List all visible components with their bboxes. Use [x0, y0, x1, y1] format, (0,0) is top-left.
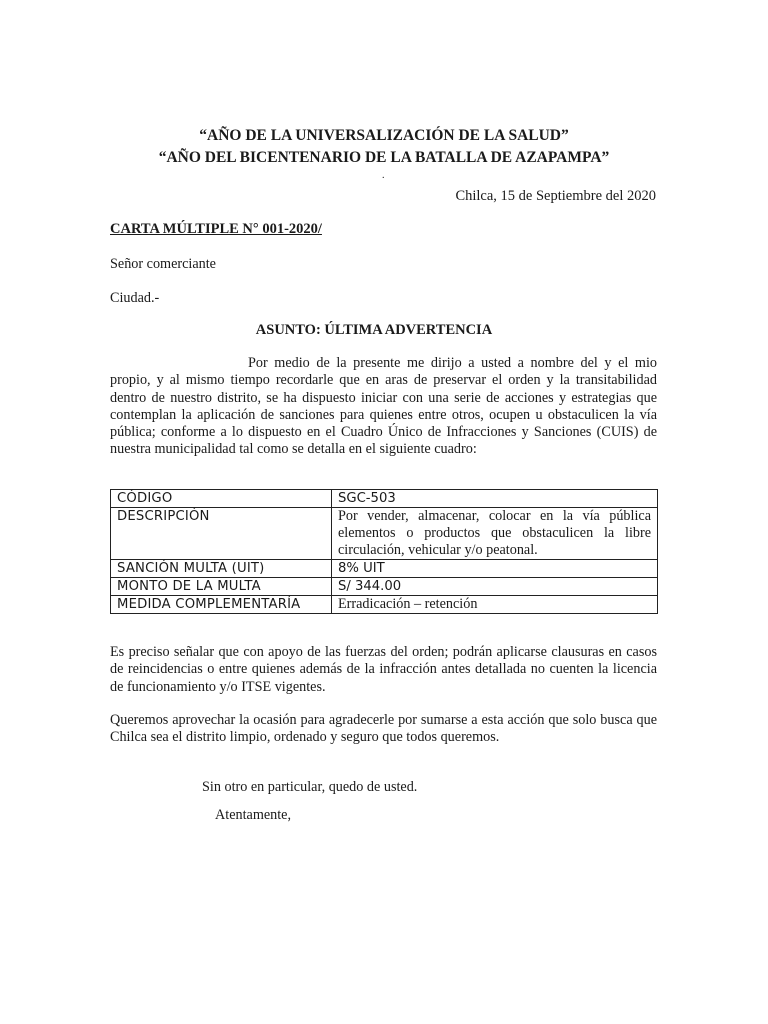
header-line-1: “AÑO DE LA UNIVERSALIZACIÓN DE LA SALUD”	[199, 127, 569, 144]
table-cell-value: SGC-503	[332, 490, 658, 508]
letter-number: CARTA MÚLTIPLE N° 001-2020/	[110, 221, 322, 237]
body-paragraph-3: Queremos aprovechar la ocasión para agradecerle por sumarse a esta acción que solo busca que Chilca sea el distrito limpio, ordenado y seguro que todos queremos.	[110, 712, 657, 746]
letter-date: Chilca, 15 de Septiembre del 2020	[455, 188, 656, 204]
sanctions-table	[110, 489, 658, 614]
body-paragraph-2: Es preciso señalar que con apoyo de las fuerzas del orden; podrán aplicarse clausuras en casos de reincidencias o entre quienes además de la infracción antes detallada no cuenten la licencia de funcionamiento y/o ITSE vigentes.	[110, 644, 657, 695]
table-row	[111, 508, 658, 560]
table-row	[111, 560, 658, 578]
table-cell-value: Por vender, almacenar, colocar en la vía pública elementos o productos que obstaculicen la libre circulación, vehicular y/o peatonal.	[332, 508, 658, 560]
table-row	[111, 596, 658, 614]
header-line-2: “AÑO DEL BICENTENARIO DE LA BATALLA DE AZAPAMPA”	[158, 149, 610, 166]
table-cell-label: DESCRIPCIÓN	[111, 508, 332, 560]
recipient: Señor comerciante	[110, 256, 216, 272]
table-cell-label: SANCIÓN MULTA (UIT)	[111, 560, 332, 578]
table-cell-label: MONTO DE LA MULTA	[111, 578, 332, 596]
header-dot: .	[382, 170, 385, 181]
table-cell-label: MEDIDA COMPLEMENTARÍA	[111, 596, 332, 614]
subject-line: ASUNTO: ÚLTIMA ADVERTENCIA	[255, 322, 493, 338]
table-cell-label: CÓDIGO	[111, 490, 332, 508]
table-cell-value: Erradicación – retención	[332, 596, 658, 614]
city: Ciudad.-	[110, 290, 160, 306]
table-row	[111, 578, 658, 596]
closing-signoff: Atentamente,	[215, 807, 292, 823]
table-cell-value: S/ 344.00	[332, 578, 658, 596]
body-paragraph-1: Por medio de la presente me dirijo a usted a nombre del y el mio propio, y al mismo tiempo recordarle que en aras de preservar el orden y la transitabilidad dentro de nuestro distrito, se ha dispuesto iniciar con una serie de acciones y estrategias que contemplan la aplicación de sanciones para quienes entre otros, ocupen u obstaculicen la vía pública; conforme a lo dispuesto en el Cuadro Único de Infracciones y Sanciones (CUIS) de nuestra municipalidad tal como se detalla en el siguiente cuadro:	[110, 355, 657, 458]
closing-line: Sin otro en particular, quedo de usted.	[202, 779, 418, 795]
table-cell-value: 8% UIT	[332, 560, 658, 578]
table-row	[111, 490, 658, 508]
